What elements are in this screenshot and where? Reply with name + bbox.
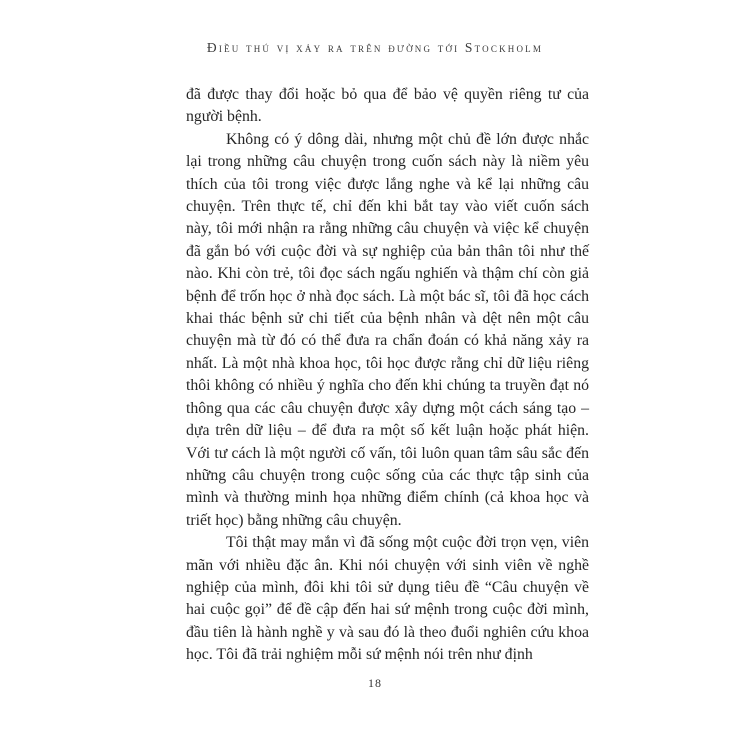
- paragraph: Tôi thật may mắn vì đã sống một cuộc đời trọn vẹn, viên mãn với nhiều đặc ân. Khi nói chuyện với sinh viên về nghề nghiệp của mình, đôi khi tôi sử dụng tiêu đề “Câu chuyện về hai cuộc gọi” để đề cập đến hai sứ mệnh trong cuộc đời mình, đầu tiên là hành nghề y và sau đó là theo đuổi nghiên cứu khoa học. Tôi đã trải nghiệm mỗi sứ mệnh nói trên như định: [186, 534, 589, 664]
- text-block: [186, 84, 589, 667]
- running-header: Điều thú vị xảy ra trên đường tới Stockholm: [206, 40, 544, 55]
- paragraph: Không có ý dông dài, nhưng một chủ đề lớn được nhắc lại trong những câu chuyện trong cuốn sách này là niềm yêu thích của tôi trong việc được lắng nghe và kể lại những câu chuyện. Trên thực tế, chỉ đến khi bắt tay vào viết cuốn sách này, tôi mới nhận ra rằng những câu chuyện và việc kể chuyện đã gắn bó với cuộc đời và sự nghiệp của bản thân tôi như thế nào. Khi còn trẻ, tôi đọc sách ngấu nghiến và thậm chí còn giả bệnh để trốn học ở nhà đọc sách. Là một bác sĩ, tôi đã học cách khai thác bệnh sử chi tiết của bệnh nhân và dệt nên một câu chuyện mà từ đó có thể đưa ra chẩn đoán có khả năng xảy ra nhất. Là một nhà khoa học, tôi học được rằng chỉ dữ liệu riêng thôi không có nhiều ý nghĩa cho đến khi chúng ta truyền đạt nó thông qua các câu chuyện được xây dựng một cách sáng tạo – dựa trên dữ liệu – để đưa ra một số kết luận hoặc phát hiện. Với tư cách là một người cố vấn, tôi luôn quan tâm sâu sắc đến những câu chuyện trong cuộc sống của các thực tập sinh của mình và thường minh họa những điểm chính (cả khoa học và triết học) bằng những câu chuyện.: [186, 130, 589, 529]
- page-number: 18: [368, 676, 382, 690]
- paragraph: đã được thay đổi hoặc bỏ qua để bảo vệ quyền riêng tư của người bệnh.: [186, 86, 589, 126]
